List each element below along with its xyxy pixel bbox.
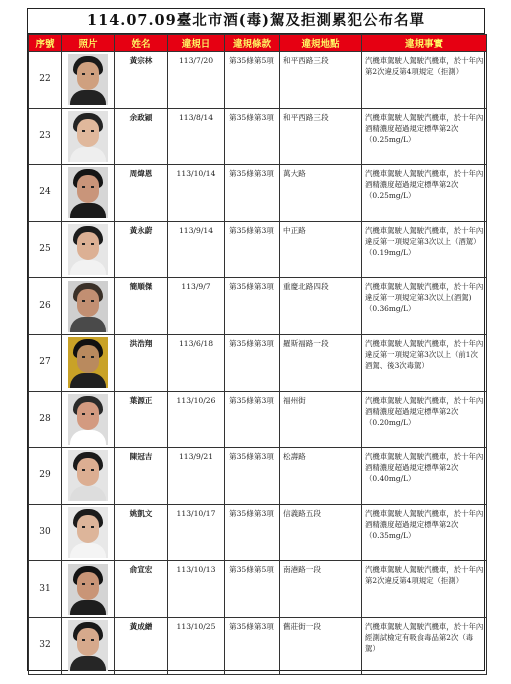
offender-name: 陳冠吉 bbox=[115, 448, 168, 505]
violation-fact: 汽機車駕駛人駕駛汽機車，於十年內酒精濃度超過規定標準第2次（0.35mg/L） bbox=[362, 504, 487, 561]
violation-fact: 汽機車駕駛人駕駛汽機車，於十年內酒精濃度超過規定標準第2次（0.40mg/L） bbox=[362, 448, 487, 505]
photo-cell bbox=[62, 278, 115, 335]
violation-clause: 第35條第3項 bbox=[225, 504, 280, 561]
portrait-photo bbox=[68, 394, 108, 445]
header-law: 違規條款 bbox=[225, 35, 280, 52]
row-number: 24 bbox=[29, 165, 62, 222]
violation-location: 松壽路 bbox=[280, 448, 362, 505]
violation-fact: 汽機車駕駛人駕駛汽機車，於十年內酒精濃度超過規定標準第2次（0.25mg/L） bbox=[362, 108, 487, 165]
photo-cell bbox=[62, 334, 115, 391]
table-row bbox=[29, 334, 487, 391]
photo-cell bbox=[62, 165, 115, 222]
violation-clause: 第35條第3項 bbox=[225, 391, 280, 448]
photo-cell bbox=[62, 391, 115, 448]
violation-clause: 第35條第5項 bbox=[225, 52, 280, 109]
row-number: 32 bbox=[29, 617, 62, 674]
violation-date: 113/10/17 bbox=[168, 504, 225, 561]
portrait-photo bbox=[68, 620, 108, 671]
offender-name: 姚凱文 bbox=[115, 504, 168, 561]
portrait-photo bbox=[68, 224, 108, 275]
violation-date: 113/9/7 bbox=[168, 278, 225, 335]
photo-cell bbox=[62, 108, 115, 165]
offender-name: 黃宗林 bbox=[115, 52, 168, 109]
violation-fact: 汽機車駕駛人駕駛汽機車，於十年內酒精濃度超過規定標準第2次（0.20mg/L） bbox=[362, 391, 487, 448]
table-row bbox=[29, 617, 487, 674]
header-number: 序號 bbox=[29, 35, 62, 52]
photo-cell bbox=[62, 52, 115, 109]
table-row bbox=[29, 504, 487, 561]
violation-fact: 汽機車駕駛人駕駛汽機車，於十年內違反第一項規定第3次以上（前1次酒駕、後3次毒駕） bbox=[362, 334, 487, 391]
offender-name: 黃成繒 bbox=[115, 617, 168, 674]
violation-location: 信義路五段 bbox=[280, 504, 362, 561]
violation-clause: 第35條第3項 bbox=[225, 448, 280, 505]
header-photo: 照片 bbox=[62, 35, 115, 52]
photo-cell bbox=[62, 504, 115, 561]
violation-clause: 第35條第3項 bbox=[225, 334, 280, 391]
violation-date: 113/7/20 bbox=[168, 52, 225, 109]
portrait-photo bbox=[68, 337, 108, 388]
header-date: 違規日 bbox=[168, 35, 225, 52]
table-row bbox=[29, 448, 487, 505]
violation-location: 南港路一段 bbox=[280, 561, 362, 618]
offender-name: 簡順傑 bbox=[115, 278, 168, 335]
violation-fact: 汽機車駕駛人駕駛汽機車，於十年內第2次違反第4項規定（拒測） bbox=[362, 561, 487, 618]
violation-fact: 汽機車駕駛人駕駛汽機車，於十年內違反第一項規定第3次以上（酒駕）（0.19mg/L） bbox=[362, 221, 487, 278]
violation-location: 羅斯福路一段 bbox=[280, 334, 362, 391]
violation-fact: 汽機車駕駛人駕駛汽機車，於十年內違反第一項規定第3次以上(酒駕)（0.36mg/L） bbox=[362, 278, 487, 335]
header-fact: 違規事實 bbox=[362, 35, 487, 52]
violation-fact: 汽機車駕駛人駕駛汽機車，於十年內經測試檢定有吸食毒品第2次（毒駕） bbox=[362, 617, 487, 674]
portrait-photo bbox=[68, 167, 108, 218]
row-number: 26 bbox=[29, 278, 62, 335]
table-row bbox=[29, 221, 487, 278]
portrait-photo bbox=[68, 507, 108, 558]
offender-table bbox=[28, 34, 487, 675]
row-number: 29 bbox=[29, 448, 62, 505]
row-number: 31 bbox=[29, 561, 62, 618]
record-sheet bbox=[27, 8, 485, 671]
header-name: 姓名 bbox=[115, 35, 168, 52]
table-row bbox=[29, 278, 487, 335]
portrait-photo bbox=[68, 450, 108, 501]
table-row bbox=[29, 561, 487, 618]
offender-name: 洪浩翔 bbox=[115, 334, 168, 391]
violation-clause: 第35條第3項 bbox=[225, 278, 280, 335]
violation-location: 和平西路三段 bbox=[280, 108, 362, 165]
violation-clause: 第35條第3項 bbox=[225, 165, 280, 222]
violation-location: 萬大路 bbox=[280, 165, 362, 222]
violation-date: 113/9/21 bbox=[168, 448, 225, 505]
violation-date: 113/10/25 bbox=[168, 617, 225, 674]
violation-fact: 汽機車駕駛人駕駛汽機車，於十年內第2次違反第4項規定（拒測） bbox=[362, 52, 487, 109]
offender-name: 黃永蔚 bbox=[115, 221, 168, 278]
photo-cell bbox=[62, 561, 115, 618]
violation-clause: 第35條第3項 bbox=[225, 221, 280, 278]
photo-cell bbox=[62, 221, 115, 278]
offender-name: 葉源正 bbox=[115, 391, 168, 448]
offender-name: 俞宣宏 bbox=[115, 561, 168, 618]
offender-name: 周煒恩 bbox=[115, 165, 168, 222]
portrait-photo bbox=[68, 281, 108, 332]
table-row bbox=[29, 52, 487, 109]
header-row bbox=[29, 35, 487, 52]
violation-clause: 第35條第5項 bbox=[225, 561, 280, 618]
row-number: 30 bbox=[29, 504, 62, 561]
violation-location: 中正路 bbox=[280, 221, 362, 278]
row-number: 28 bbox=[29, 391, 62, 448]
photo-cell bbox=[62, 448, 115, 505]
portrait-photo bbox=[68, 564, 108, 615]
violation-date: 113/9/14 bbox=[168, 221, 225, 278]
violation-location: 和平西路三段 bbox=[280, 52, 362, 109]
portrait-photo bbox=[68, 111, 108, 162]
table-row bbox=[29, 165, 487, 222]
violation-fact: 汽機車駕駛人駕駛汽機車，於十年內酒精濃度超過規定標準第2次（0.25mg/L） bbox=[362, 165, 487, 222]
violation-location: 福州街 bbox=[280, 391, 362, 448]
violation-clause: 第35條第3項 bbox=[225, 108, 280, 165]
violation-date: 113/10/14 bbox=[168, 165, 225, 222]
offender-name: 余政穎 bbox=[115, 108, 168, 165]
table-row bbox=[29, 108, 487, 165]
header-place: 違規地點 bbox=[280, 35, 362, 52]
photo-cell bbox=[62, 617, 115, 674]
violation-date: 113/6/18 bbox=[168, 334, 225, 391]
violation-date: 113/10/26 bbox=[168, 391, 225, 448]
violation-location: 舊莊街一段 bbox=[280, 617, 362, 674]
portrait-photo bbox=[68, 54, 108, 105]
table-row bbox=[29, 391, 487, 448]
violation-clause: 第35條第3項 bbox=[225, 617, 280, 674]
violation-location: 重慶北路四段 bbox=[280, 278, 362, 335]
row-number: 23 bbox=[29, 108, 62, 165]
row-number: 27 bbox=[29, 334, 62, 391]
row-number: 25 bbox=[29, 221, 62, 278]
violation-date: 113/10/13 bbox=[168, 561, 225, 618]
page-title: 114.07.09臺北市酒(毒)駕及拒測累犯公布名單 bbox=[28, 9, 484, 34]
violation-date: 113/8/14 bbox=[168, 108, 225, 165]
row-number: 22 bbox=[29, 52, 62, 109]
